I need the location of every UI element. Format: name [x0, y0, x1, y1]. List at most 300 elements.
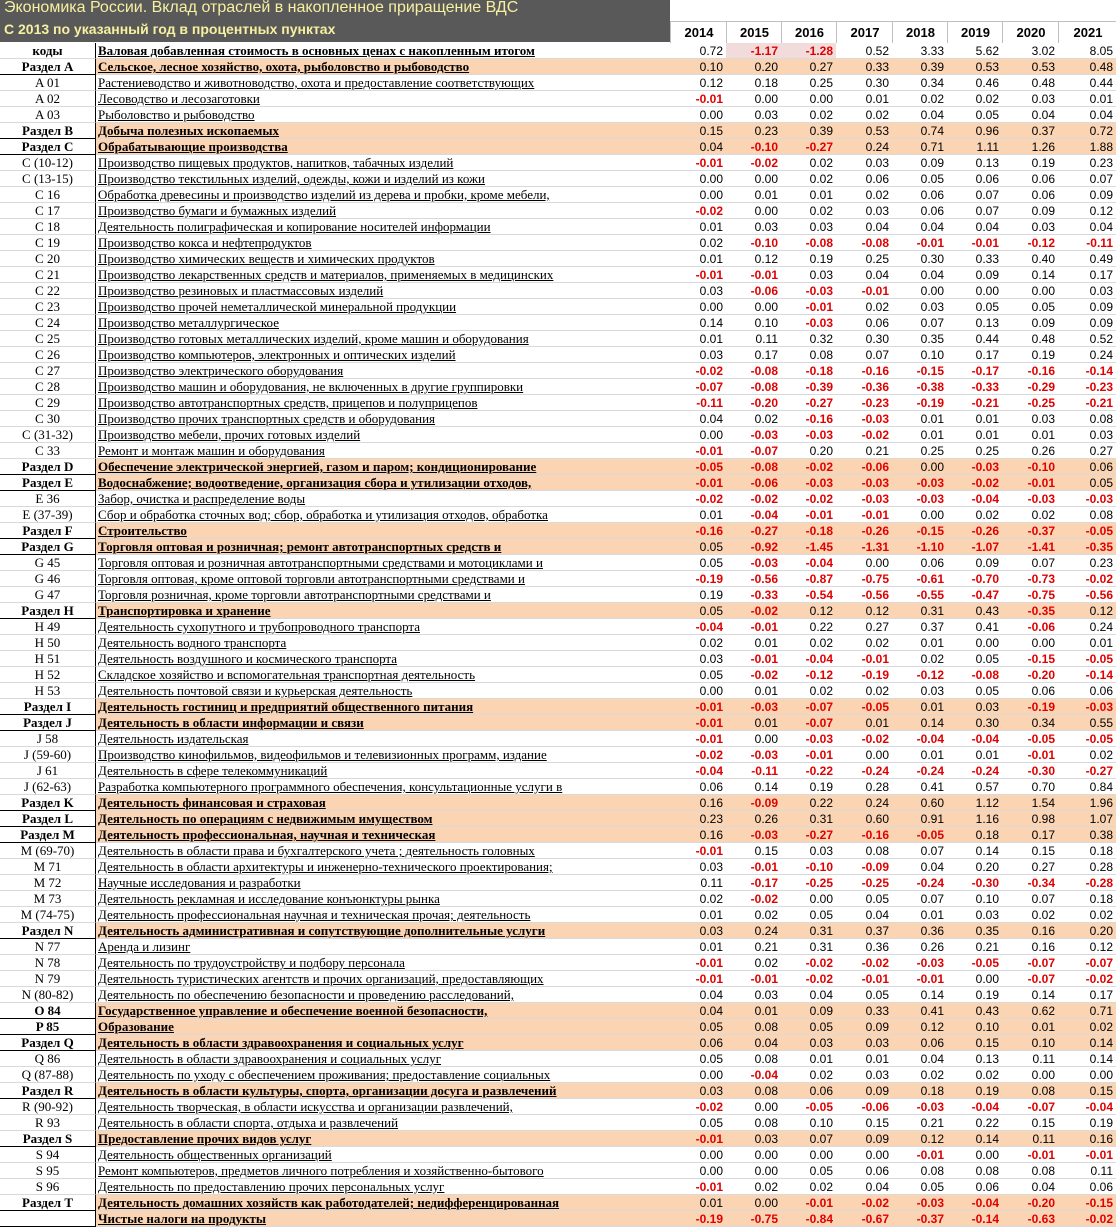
value-cell[interactable]: -0.28 [1058, 875, 1116, 891]
value-cell[interactable]: 0.02 [781, 203, 836, 219]
value-cell[interactable]: -0.56 [1058, 587, 1116, 603]
value-cell[interactable]: -0.02 [781, 459, 836, 475]
value-cell[interactable]: 1.88 [1058, 139, 1116, 155]
year-header-2021[interactable]: 2021 [1058, 21, 1116, 43]
row-code-cell[interactable]: C 19 [0, 235, 96, 251]
value-cell[interactable]: 0.00 [726, 731, 781, 747]
value-cell[interactable]: 0.41 [892, 1003, 947, 1019]
row-code-cell[interactable]: Раздел K [0, 795, 96, 811]
value-cell[interactable]: 0.04 [836, 267, 892, 283]
value-cell[interactable]: 0.09 [1002, 203, 1058, 219]
value-cell[interactable]: 0.03 [670, 923, 726, 939]
value-cell[interactable]: 0.30 [947, 715, 1002, 731]
value-cell[interactable]: 0.03 [670, 283, 726, 299]
value-cell[interactable]: 0.00 [726, 91, 781, 107]
value-cell[interactable]: -0.27 [781, 827, 836, 843]
row-code-cell[interactable]: N 79 [0, 971, 96, 987]
value-cell[interactable]: 0.00 [670, 299, 726, 315]
value-cell[interactable]: 0.48 [1002, 331, 1058, 347]
row-name-cell[interactable]: Складское хозяйство и вспомогательная транспортная деятельность [96, 667, 670, 683]
value-cell[interactable]: 0.23 [1058, 155, 1116, 171]
value-cell[interactable]: -0.06 [836, 1099, 892, 1115]
row-code-cell[interactable]: Q (87-88) [0, 1067, 96, 1083]
row-code-cell[interactable]: H 49 [0, 619, 96, 635]
value-cell[interactable]: -0.84 [781, 1211, 836, 1227]
value-cell[interactable]: 0.06 [947, 171, 1002, 187]
value-cell[interactable]: 0.04 [892, 1051, 947, 1067]
row-code-cell[interactable]: A 03 [0, 107, 96, 123]
row-code-cell[interactable]: H 52 [0, 667, 96, 683]
row-code-cell[interactable]: C (10-12) [0, 155, 96, 171]
value-cell[interactable]: 0.19 [1002, 347, 1058, 363]
value-cell[interactable]: 0.04 [892, 267, 947, 283]
row-name-cell[interactable]: Строительство [96, 523, 670, 539]
value-cell[interactable]: 0.12 [781, 603, 836, 619]
value-cell[interactable]: 0.01 [836, 715, 892, 731]
value-cell[interactable]: 0.02 [781, 107, 836, 123]
value-cell[interactable]: 0.30 [836, 75, 892, 91]
value-cell[interactable]: 0.14 [947, 1131, 1002, 1147]
value-cell[interactable]: -0.01 [1002, 1147, 1058, 1163]
value-cell[interactable]: 0.05 [781, 907, 836, 923]
value-cell[interactable]: 0.72 [670, 43, 726, 59]
value-cell[interactable]: -0.16 [670, 523, 726, 539]
value-cell[interactable]: -0.21 [947, 395, 1002, 411]
value-cell[interactable]: 0.01 [726, 1003, 781, 1019]
value-cell[interactable]: 0.91 [892, 811, 947, 827]
value-cell[interactable]: 0.02 [1058, 907, 1116, 923]
value-cell[interactable]: 0.10 [670, 59, 726, 75]
value-cell[interactable]: -0.01 [1002, 475, 1058, 491]
value-cell[interactable]: 0.05 [1002, 299, 1058, 315]
year-header-2016[interactable]: 2016 [781, 21, 837, 43]
value-cell[interactable]: 0.02 [781, 683, 836, 699]
row-code-cell[interactable]: C 23 [0, 299, 96, 315]
value-cell[interactable]: 0.02 [781, 635, 836, 651]
value-cell[interactable]: 0.31 [781, 939, 836, 955]
value-cell[interactable]: -0.03 [836, 411, 892, 427]
value-cell[interactable]: 0.25 [947, 443, 1002, 459]
value-cell[interactable]: -0.02 [670, 491, 726, 507]
row-name-cell[interactable]: Деятельность в области здравоохранения и социальных услуг [96, 1035, 670, 1051]
row-name-cell[interactable]: Деятельность творческая, в области искусства и организации развлечений, [96, 1099, 670, 1115]
value-cell[interactable]: 0.01 [1058, 91, 1116, 107]
row-code-cell[interactable]: M 73 [0, 891, 96, 907]
value-cell[interactable]: 0.09 [836, 1131, 892, 1147]
value-cell[interactable]: -0.87 [781, 571, 836, 587]
value-cell[interactable]: -0.11 [1058, 235, 1116, 251]
value-cell[interactable]: 0.03 [1002, 91, 1058, 107]
value-cell[interactable]: 0.06 [1058, 459, 1116, 475]
value-cell[interactable]: 0.02 [836, 187, 892, 203]
value-cell[interactable]: 0.05 [836, 891, 892, 907]
value-cell[interactable]: 0.25 [781, 75, 836, 91]
row-name-cell[interactable]: Обрабатывающие производства [96, 139, 670, 155]
row-name-cell[interactable]: Сбор и обработка сточных вод; сбор, обработка и утилизация отходов, обработка [96, 507, 670, 523]
value-cell[interactable]: -0.03 [892, 1195, 947, 1211]
value-cell[interactable]: 0.00 [781, 891, 836, 907]
value-cell[interactable]: -0.12 [892, 667, 947, 683]
row-name-cell[interactable]: Деятельность общественных организаций [96, 1147, 670, 1163]
value-cell[interactable]: -0.61 [892, 571, 947, 587]
value-cell[interactable]: -0.27 [1058, 763, 1116, 779]
value-cell[interactable]: -0.01 [670, 843, 726, 859]
value-cell[interactable]: -0.03 [892, 1099, 947, 1115]
value-cell[interactable]: 0.02 [947, 91, 1002, 107]
value-cell[interactable]: 0.01 [892, 635, 947, 651]
value-cell[interactable]: 0.62 [1002, 1003, 1058, 1019]
value-cell[interactable]: 0.05 [670, 1115, 726, 1131]
value-cell[interactable]: 0.03 [836, 1035, 892, 1051]
value-cell[interactable]: 1.12 [947, 795, 1002, 811]
value-cell[interactable]: -0.07 [781, 715, 836, 731]
value-cell[interactable]: 0.01 [892, 747, 947, 763]
value-cell[interactable]: 0.17 [1058, 987, 1116, 1003]
value-cell[interactable]: 0.43 [947, 1003, 1002, 1019]
value-cell[interactable]: -0.02 [836, 427, 892, 443]
value-cell[interactable]: 1.26 [1002, 139, 1058, 155]
value-cell[interactable]: -0.03 [892, 955, 947, 971]
value-cell[interactable]: -0.01 [781, 747, 836, 763]
value-cell[interactable]: -0.05 [1002, 731, 1058, 747]
value-cell[interactable]: 0.04 [1002, 1179, 1058, 1195]
value-cell[interactable]: -0.18 [781, 363, 836, 379]
value-cell[interactable]: -0.03 [781, 283, 836, 299]
row-name-cell[interactable]: Ремонт компьютеров, предметов личного потребления и хозяйственно-бытового [96, 1163, 670, 1179]
value-cell[interactable]: 0.35 [892, 331, 947, 347]
row-code-cell[interactable]: C 25 [0, 331, 96, 347]
value-cell[interactable]: 0.04 [836, 1179, 892, 1195]
value-cell[interactable]: -0.19 [670, 1211, 726, 1227]
value-cell[interactable]: 0.28 [1058, 859, 1116, 875]
value-cell[interactable]: -0.16 [1002, 363, 1058, 379]
row-name-cell[interactable]: Деятельность полиграфическая и копирование носителей информации [96, 219, 670, 235]
value-cell[interactable]: 0.24 [1058, 347, 1116, 363]
value-cell[interactable]: 0.31 [781, 923, 836, 939]
row-name-cell[interactable]: Производство прочих транспортных средств и оборудования [96, 411, 670, 427]
value-cell[interactable]: 0.36 [836, 939, 892, 955]
value-cell[interactable]: 0.02 [670, 635, 726, 651]
value-cell[interactable]: -0.09 [836, 859, 892, 875]
value-cell[interactable]: 0.03 [836, 155, 892, 171]
row-code-cell[interactable]: G 46 [0, 571, 96, 587]
row-name-cell[interactable]: Деятельность в области права и бухгалтерского учета ; деятельность головных [96, 843, 670, 859]
value-cell[interactable]: 0.03 [670, 651, 726, 667]
row-name-cell[interactable]: Государственное управление и обеспечение военной безопасности, [96, 1003, 670, 1019]
value-cell[interactable]: 0.19 [1058, 1115, 1116, 1131]
row-code-cell[interactable]: Раздел T [0, 1195, 96, 1211]
year-header-2018[interactable]: 2018 [892, 21, 948, 43]
value-cell[interactable]: 0.21 [892, 1115, 947, 1131]
value-cell[interactable]: 0.06 [1002, 171, 1058, 187]
value-cell[interactable]: 0.06 [670, 1035, 726, 1051]
row-name-cell[interactable]: Рыболовство и рыбоводство [96, 107, 670, 123]
value-cell[interactable]: -1.10 [892, 539, 947, 555]
value-cell[interactable]: -0.01 [670, 715, 726, 731]
value-cell[interactable]: -0.02 [781, 971, 836, 987]
value-cell[interactable]: 0.01 [670, 1195, 726, 1211]
row-code-cell[interactable]: C 21 [0, 267, 96, 283]
value-cell[interactable]: 0.01 [947, 427, 1002, 443]
value-cell[interactable]: 0.52 [836, 43, 892, 59]
value-cell[interactable]: 0.27 [1058, 443, 1116, 459]
value-cell[interactable]: 0.00 [1002, 635, 1058, 651]
value-cell[interactable]: 0.01 [670, 507, 726, 523]
value-cell[interactable]: 0.01 [1058, 635, 1116, 651]
value-cell[interactable]: 0.04 [892, 219, 947, 235]
value-cell[interactable]: 0.08 [726, 1083, 781, 1099]
row-name-cell[interactable]: Растениеводство и животноводство, охота и предоставление соответствующих [96, 75, 670, 91]
value-cell[interactable]: 0.20 [947, 859, 1002, 875]
value-cell[interactable]: 0.60 [892, 795, 947, 811]
value-cell[interactable]: -0.75 [1002, 587, 1058, 603]
value-cell[interactable]: 0.02 [1058, 1019, 1116, 1035]
row-code-cell[interactable]: Раздел B [0, 123, 96, 139]
value-cell[interactable]: 0.14 [1058, 1051, 1116, 1067]
value-cell[interactable]: 0.01 [781, 1051, 836, 1067]
value-cell[interactable]: 0.70 [1002, 779, 1058, 795]
value-cell[interactable]: -0.07 [1002, 971, 1058, 987]
value-cell[interactable]: 0.48 [1058, 59, 1116, 75]
row-name-cell[interactable]: Производство компьютеров, электронных и оптических изделий [96, 347, 670, 363]
value-cell[interactable]: -0.03 [781, 315, 836, 331]
year-header-2015[interactable]: 2015 [726, 21, 782, 43]
value-cell[interactable]: 0.00 [1002, 283, 1058, 299]
value-cell[interactable]: -0.23 [1058, 379, 1116, 395]
value-cell[interactable]: -0.05 [947, 955, 1002, 971]
value-cell[interactable]: -0.04 [670, 619, 726, 635]
value-cell[interactable]: 0.10 [892, 347, 947, 363]
value-cell[interactable]: -0.10 [726, 139, 781, 155]
value-cell[interactable]: -0.03 [892, 491, 947, 507]
value-cell[interactable]: -0.15 [1058, 1195, 1116, 1211]
row-code-cell[interactable]: S 96 [0, 1179, 96, 1195]
value-cell[interactable]: -0.14 [1058, 667, 1116, 683]
value-cell[interactable]: -0.01 [1002, 747, 1058, 763]
value-cell[interactable]: -0.02 [836, 955, 892, 971]
value-cell[interactable]: 1.11 [947, 139, 1002, 155]
value-cell[interactable]: -0.04 [726, 1067, 781, 1083]
value-cell[interactable]: 0.00 [670, 1067, 726, 1083]
value-cell[interactable]: -0.01 [726, 619, 781, 635]
value-cell[interactable]: 0.15 [670, 123, 726, 139]
value-cell[interactable]: 0.00 [781, 1147, 836, 1163]
row-code-cell[interactable]: C (31-32) [0, 427, 96, 443]
row-name-cell[interactable]: Водоснабжение; водоотведение, организация сбора и утилизации отходов, [96, 475, 670, 491]
value-cell[interactable]: 0.00 [726, 1195, 781, 1211]
row-code-cell[interactable]: R (90-92) [0, 1099, 96, 1115]
row-code-cell[interactable]: Раздел G [0, 539, 96, 555]
value-cell[interactable]: -0.02 [836, 731, 892, 747]
value-cell[interactable]: 1.54 [1002, 795, 1058, 811]
value-cell[interactable]: 0.14 [892, 715, 947, 731]
value-cell[interactable]: -0.11 [670, 395, 726, 411]
value-cell[interactable]: 0.74 [892, 123, 947, 139]
value-cell[interactable]: 0.05 [670, 539, 726, 555]
value-cell[interactable]: 0.22 [781, 795, 836, 811]
value-cell[interactable]: 0.57 [947, 779, 1002, 795]
value-cell[interactable]: -0.03 [726, 699, 781, 715]
value-cell[interactable]: -0.56 [836, 587, 892, 603]
value-cell[interactable]: 0.00 [726, 1147, 781, 1163]
value-cell[interactable]: -0.19 [670, 571, 726, 587]
value-cell[interactable]: 0.00 [670, 683, 726, 699]
value-cell[interactable]: 0.71 [1058, 1003, 1116, 1019]
value-cell[interactable]: 0.02 [892, 651, 947, 667]
row-name-cell[interactable]: Деятельность по предоставлению прочих персональных услуг [96, 1179, 670, 1195]
value-cell[interactable]: -0.03 [836, 491, 892, 507]
value-cell[interactable]: 0.02 [836, 683, 892, 699]
row-code-cell[interactable]: C 18 [0, 219, 96, 235]
value-cell[interactable]: 0.33 [836, 59, 892, 75]
value-cell[interactable]: 0.20 [1058, 923, 1116, 939]
value-cell[interactable]: 0.16 [670, 795, 726, 811]
value-cell[interactable]: -0.35 [1058, 539, 1116, 555]
row-code-cell[interactable]: M 72 [0, 875, 96, 891]
value-cell[interactable]: -0.19 [892, 395, 947, 411]
value-cell[interactable]: 0.01 [892, 427, 947, 443]
row-name-cell[interactable]: Деятельность гостиниц и предприятий общественного питания [96, 699, 670, 715]
value-cell[interactable]: 0.03 [836, 203, 892, 219]
value-cell[interactable]: 0.09 [1058, 299, 1116, 315]
row-code-cell[interactable]: Раздел Q [0, 1035, 96, 1051]
value-cell[interactable]: -0.47 [947, 587, 1002, 603]
value-cell[interactable]: -0.03 [726, 555, 781, 571]
row-name-cell[interactable]: Производство прочей неметаллической минеральной продукции [96, 299, 670, 315]
row-name-cell[interactable]: Предоставление прочих видов услуг [96, 1131, 670, 1147]
value-cell[interactable]: 0.41 [947, 619, 1002, 635]
value-cell[interactable]: -0.25 [781, 875, 836, 891]
value-cell[interactable]: 0.11 [1002, 1051, 1058, 1067]
value-cell[interactable]: 0.05 [781, 1163, 836, 1179]
value-cell[interactable]: 0.01 [892, 411, 947, 427]
value-cell[interactable]: -0.01 [670, 443, 726, 459]
value-cell[interactable]: 0.01 [892, 907, 947, 923]
value-cell[interactable]: 0.08 [1058, 411, 1116, 427]
value-cell[interactable]: -0.02 [670, 747, 726, 763]
value-cell[interactable]: 0.17 [1002, 827, 1058, 843]
value-cell[interactable]: -0.01 [892, 971, 947, 987]
value-cell[interactable]: 0.53 [836, 123, 892, 139]
value-cell[interactable]: 0.08 [836, 843, 892, 859]
value-cell[interactable]: 0.05 [947, 651, 1002, 667]
row-code-cell[interactable]: C 24 [0, 315, 96, 331]
value-cell[interactable]: 0.06 [1058, 683, 1116, 699]
value-cell[interactable]: 0.03 [1058, 427, 1116, 443]
value-cell[interactable]: -0.23 [836, 395, 892, 411]
value-cell[interactable]: 0.01 [892, 699, 947, 715]
value-cell[interactable]: 5.62 [947, 43, 1002, 59]
value-cell[interactable]: 0.09 [836, 1019, 892, 1035]
row-name-cell[interactable]: Деятельность рекламная и исследование конъюнктуры рынка [96, 891, 670, 907]
value-cell[interactable]: 0.01 [670, 219, 726, 235]
value-cell[interactable]: 0.02 [670, 235, 726, 251]
value-cell[interactable]: 0.03 [1002, 219, 1058, 235]
value-cell[interactable]: 0.02 [892, 91, 947, 107]
value-cell[interactable]: -0.27 [726, 523, 781, 539]
value-cell[interactable]: -0.16 [836, 827, 892, 843]
value-cell[interactable]: -0.12 [1002, 235, 1058, 251]
value-cell[interactable]: 0.15 [947, 1035, 1002, 1051]
value-cell[interactable]: -0.01 [670, 267, 726, 283]
value-cell[interactable]: 0.05 [670, 555, 726, 571]
value-cell[interactable]: 0.34 [1002, 715, 1058, 731]
value-cell[interactable]: 0.02 [947, 507, 1002, 523]
value-cell[interactable]: 0.03 [892, 683, 947, 699]
row-name-cell[interactable]: Сельское, лесное хозяйство, охота, рыболовство и рыбоводство [96, 59, 670, 75]
value-cell[interactable]: 0.00 [1002, 1067, 1058, 1083]
value-cell[interactable]: 0.31 [781, 811, 836, 827]
value-cell[interactable]: 0.25 [892, 443, 947, 459]
value-cell[interactable]: 0.24 [836, 795, 892, 811]
value-cell[interactable]: 0.03 [1002, 411, 1058, 427]
value-cell[interactable]: 0.02 [892, 1067, 947, 1083]
value-cell[interactable]: 0.05 [836, 987, 892, 1003]
value-cell[interactable]: 0.00 [836, 555, 892, 571]
row-name-cell[interactable]: Деятельность сухопутного и трубопроводного транспорта [96, 619, 670, 635]
value-cell[interactable]: 0.19 [947, 1083, 1002, 1099]
value-cell[interactable]: -0.16 [781, 411, 836, 427]
value-cell[interactable]: 0.05 [781, 1019, 836, 1035]
value-cell[interactable]: 0.02 [781, 1179, 836, 1195]
value-cell[interactable]: 0.00 [670, 107, 726, 123]
row-code-cell[interactable]: C 17 [0, 203, 96, 219]
value-cell[interactable]: 0.16 [1002, 939, 1058, 955]
value-cell[interactable]: 0.27 [781, 59, 836, 75]
value-cell[interactable]: -0.12 [781, 667, 836, 683]
row-code-cell[interactable]: A 01 [0, 75, 96, 91]
value-cell[interactable]: 0.21 [836, 443, 892, 459]
value-cell[interactable]: -0.01 [726, 859, 781, 875]
value-cell[interactable]: 0.04 [836, 907, 892, 923]
value-cell[interactable]: -0.02 [726, 155, 781, 171]
row-code-cell[interactable]: Раздел D [0, 459, 96, 475]
value-cell[interactable]: 0.37 [1002, 123, 1058, 139]
value-cell[interactable]: -0.07 [781, 699, 836, 715]
value-cell[interactable]: -0.05 [1058, 651, 1116, 667]
row-name-cell[interactable]: Деятельность административная и сопутствующие дополнительные услуги [96, 923, 670, 939]
row-code-cell[interactable]: H 51 [0, 651, 96, 667]
value-cell[interactable]: -0.05 [670, 459, 726, 475]
value-cell[interactable]: 0.37 [836, 923, 892, 939]
value-cell[interactable]: -0.01 [892, 1147, 947, 1163]
value-cell[interactable]: 0.07 [947, 203, 1002, 219]
value-cell[interactable]: -0.02 [781, 955, 836, 971]
row-code-cell[interactable]: M (74-75) [0, 907, 96, 923]
value-cell[interactable]: 0.06 [892, 203, 947, 219]
row-code-cell[interactable]: P 85 [0, 1019, 96, 1035]
row-code-cell[interactable]: J 58 [0, 731, 96, 747]
value-cell[interactable]: 0.03 [726, 1131, 781, 1147]
value-cell[interactable]: -0.02 [1058, 571, 1116, 587]
value-cell[interactable]: -0.05 [892, 827, 947, 843]
value-cell[interactable]: 3.33 [892, 43, 947, 59]
value-cell[interactable]: 0.12 [726, 251, 781, 267]
value-cell[interactable]: 0.01 [726, 715, 781, 731]
value-cell[interactable]: -1.28 [781, 43, 836, 59]
value-cell[interactable]: 0.35 [947, 923, 1002, 939]
value-cell[interactable]: -0.75 [836, 571, 892, 587]
value-cell[interactable]: 0.53 [947, 59, 1002, 75]
value-cell[interactable]: 0.55 [1058, 715, 1116, 731]
value-cell[interactable]: 0.21 [726, 939, 781, 955]
value-cell[interactable]: 0.53 [1002, 59, 1058, 75]
value-cell[interactable]: -0.67 [836, 1211, 892, 1227]
value-cell[interactable]: -0.07 [726, 443, 781, 459]
value-cell[interactable]: 0.04 [726, 1035, 781, 1051]
value-cell[interactable]: 0.01 [670, 939, 726, 955]
value-cell[interactable]: 0.00 [726, 171, 781, 187]
